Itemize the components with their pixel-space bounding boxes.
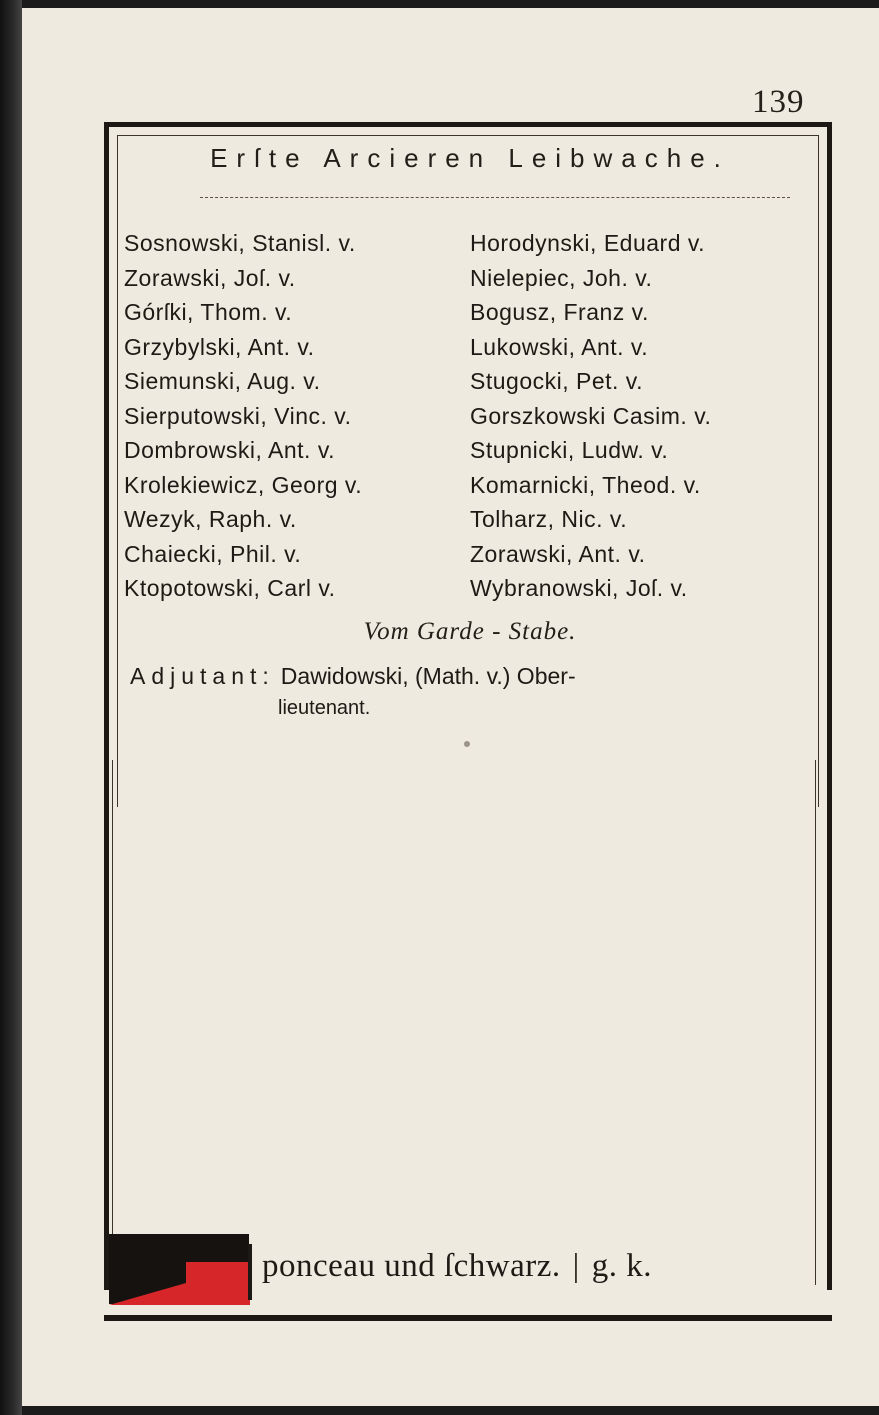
adjutant-entry xyxy=(130,660,820,724)
member-left-row: Grzybylski, Ant. v. xyxy=(124,333,315,360)
members-column-left xyxy=(124,226,474,606)
members-column-right xyxy=(470,226,820,606)
staff-heading: Vom Garde - Stabe. xyxy=(363,618,577,645)
member-right-row: Wybranowski, Joſ. v. xyxy=(470,575,688,601)
member-right-row: Tolharz, Nic. v. xyxy=(470,506,628,532)
member-right-row: Stugocki, Pet. v. xyxy=(470,368,643,394)
adjutant-line xyxy=(130,660,820,692)
member-left-row: Chaiecki, Phil. v. xyxy=(124,540,302,567)
bottom-frame-edge xyxy=(104,1316,832,1321)
page-number: 139 xyxy=(752,84,805,120)
uniform-colors-line xyxy=(262,1248,652,1285)
uniform-color-swatch-red-block xyxy=(186,1262,250,1305)
book-spine xyxy=(0,0,22,1415)
member-left-row: Dombrowski, Ant. v. xyxy=(124,437,336,463)
member-left-row: Krolekiewicz, Georg v. xyxy=(124,471,363,498)
member-right-row: Bogusz, Franz v. xyxy=(470,299,649,325)
page-frame-lower-inner xyxy=(112,760,816,1285)
member-left-row: Siemunski, Aug. v. xyxy=(124,368,321,394)
member-left-row: Górſki, Thom. v. xyxy=(124,299,293,325)
adjutant-name: Dawidowski, (Math. v.) Ober- xyxy=(280,663,576,689)
member-left-row: Ktopotowski, Carl v. xyxy=(124,575,336,601)
uniform-colors-text: ponceau und ſchwarz. xyxy=(262,1248,561,1284)
ink-dot xyxy=(464,741,470,747)
member-left-row: Sierputowski, Vinc. v. xyxy=(124,402,352,429)
member-left-row: Zorawski, Joſ. v. xyxy=(124,264,296,291)
member-right-row: Gorszkowski Casim. v. xyxy=(470,402,712,429)
adjutant-label: Adjutant: xyxy=(130,663,275,689)
member-right-row: Komarnicki, Theod. v. xyxy=(470,471,701,498)
member-right-row: Stupnicki, Ludw. v. xyxy=(470,437,669,463)
member-left-row: Wezyk, Raph. v. xyxy=(124,506,297,532)
member-right-row: Lukowski, Ant. v. xyxy=(470,333,649,360)
adjutant-rank-continuation: lieutenant. xyxy=(278,697,371,719)
member-left-row: Sosnowski, Stanisl. v. xyxy=(124,230,356,256)
section-heading: Erſte Arcieren Leibwache. xyxy=(210,143,730,173)
member-right-row: Horodynski, Eduard v. xyxy=(470,230,706,256)
heading-rule xyxy=(200,197,790,198)
uniform-colors-separator: | xyxy=(572,1248,580,1284)
uniform-colors-abbreviation: g. k. xyxy=(591,1248,652,1284)
member-right-row: Zorawski, Ant. v. xyxy=(470,540,646,567)
member-right-row: Nielepiec, Joh. v. xyxy=(470,264,653,291)
